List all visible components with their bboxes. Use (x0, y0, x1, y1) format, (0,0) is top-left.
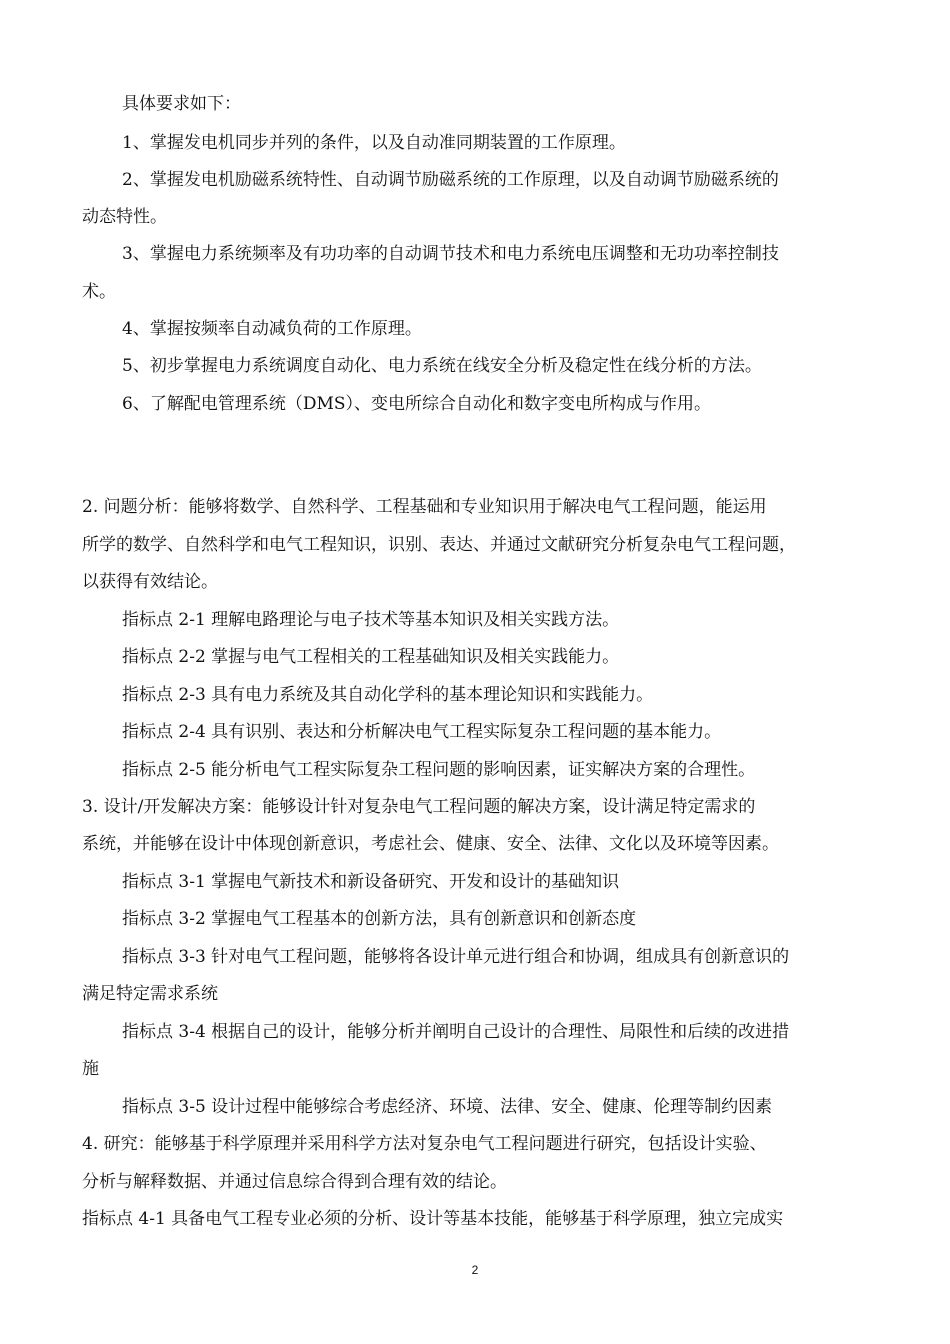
text-line: 满足特定需求系统 (82, 984, 218, 1004)
section-heading: 3. 设计/开发解决方案：能够设计针对复杂电气工程问题的解决方案，设计满足特定需求的 (82, 797, 756, 817)
section-heading: 4. 研究：能够基于科学原理并采用科学方法对复杂电气工程问题进行研究，包括设计实验、 (82, 1134, 767, 1154)
indicator-item: 指标点 3-4 根据自己的设计，能够分析并阐明自己设计的合理性、局限性和后续的改进措 (122, 1022, 790, 1042)
indicator-item: 指标点 3-1 掌握电气新技术和新设备研究、开发和设计的基础知识 (122, 872, 620, 892)
list-item: 1、掌握发电机同步并列的条件，以及自动准同期装置的工作原理。 (122, 133, 626, 153)
indicator-item: 指标点 3-5 设计过程中能够综合考虑经济、环境、法律、安全、健康、伦理等制约因素 (122, 1097, 773, 1117)
indicator-item: 指标点 4-1 具备电气工程专业必须的分析、设计等基本技能，能够基于科学原理，独立完成实 (82, 1209, 784, 1229)
list-item: 4、掌握按频率自动减负荷的工作原理。 (122, 319, 422, 339)
text-line: 系统，并能够在设计中体现创新意识，考虑社会、健康、安全、法律、文化以及环境等因素。 (82, 834, 779, 854)
text-line: 以获得有效结论。 (82, 572, 218, 592)
text-line: 具体要求如下： (122, 94, 241, 114)
indicator-item: 指标点 2-4 具有识别、表达和分析解决电气工程实际复杂工程问题的基本能力。 (122, 722, 722, 742)
text-line: 动态特性。 (82, 207, 167, 227)
indicator-item: 指标点 2-5 能分析电气工程实际复杂工程问题的影响因素，证实解决方案的合理性。 (122, 760, 756, 780)
list-item: 6、了解配电管理系统（DMS）、变电所综合自动化和数字变电所构成与作用。 (122, 394, 711, 414)
indicator-item: 指标点 2-1 理解电路理论与电子技术等基本知识及相关实践方法。 (122, 610, 620, 630)
list-item: 2、掌握发电机励磁系统特性、自动调节励磁系统的工作原理，以及自动调节励磁系统的 (122, 170, 779, 190)
indicator-item: 指标点 2-2 掌握与电气工程相关的工程基础知识及相关实践能力。 (122, 647, 620, 667)
page-number: 2 (471, 1263, 479, 1277)
text-line: 分析与解释数据、并通过信息综合得到合理有效的结论。 (82, 1172, 507, 1192)
indicator-item: 指标点 3-3 针对电气工程问题，能够将各设计单元进行组合和协调，组成具有创新意识的 (122, 947, 790, 967)
indicator-item: 指标点 3-2 掌握电气工程基本的创新方法，具有创新意识和创新态度 (122, 909, 637, 929)
text-line: 所学的数学、自然科学和电气工程知识，识别、表达、并通过文献研究分析复杂电气工程问题， (82, 535, 796, 555)
list-item: 5、初步掌握电力系统调度自动化、电力系统在线安全分析及稳定性在线分析的方法。 (122, 356, 762, 376)
text-line: 施 (82, 1059, 99, 1079)
indicator-item: 指标点 2-3 具有电力系统及其自动化学科的基本理论知识和实践能力。 (122, 685, 654, 705)
text-line: 术。 (82, 282, 116, 302)
section-heading: 2. 问题分析：能够将数学、自然科学、工程基础和专业知识用于解决电气工程问题，能运用 (82, 497, 767, 517)
list-item: 3、掌握电力系统频率及有功功率的自动调节技术和电力系统电压调整和无功功率控制技 (122, 244, 779, 264)
